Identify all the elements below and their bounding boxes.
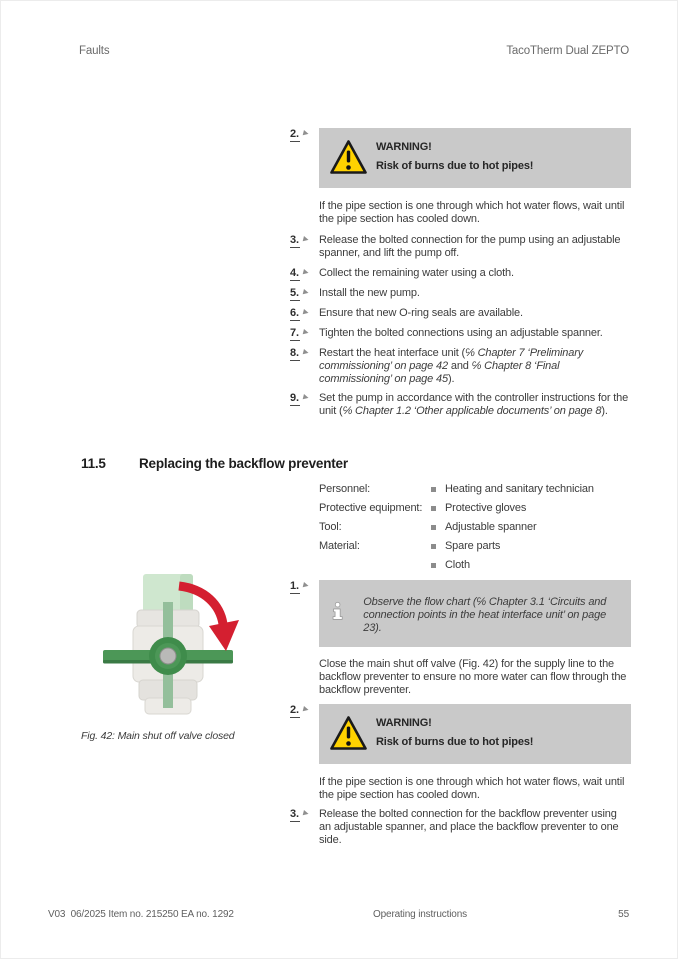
page-content	[1, 128, 678, 847]
header-section-label: Faults	[79, 45, 110, 57]
step-number	[290, 307, 319, 321]
step-arrow-icon: ▶	[302, 129, 309, 138]
backflow-procedure	[1, 580, 678, 847]
warning-text	[376, 714, 533, 749]
step-5-pump	[290, 287, 631, 301]
requirement-row	[319, 518, 678, 537]
warning-box	[319, 128, 631, 188]
step-arrow-icon: ▶	[302, 328, 309, 337]
requirement-value: Protective gloves	[445, 502, 527, 514]
requirement-row	[319, 499, 678, 518]
step-3-backflow	[290, 808, 631, 847]
step-number-label: 1.	[290, 580, 299, 592]
step-number	[290, 580, 319, 697]
figure-42	[93, 572, 253, 727]
warning-note: If the pipe section is one through which hot water flows, wait until the pipe section has cooled down.	[319, 776, 625, 801]
warning-note: If the pipe section is one through which hot water flows, wait until the pipe section has cooled down.	[319, 200, 625, 225]
header-product-label: TacoTherm Dual ZEPTO	[506, 45, 629, 57]
requirement-value: Adjustable spanner	[445, 521, 537, 533]
step-number-label: 3.	[290, 808, 299, 820]
step-number	[290, 287, 319, 301]
step-number-label: 9.	[290, 392, 299, 404]
step-arrow-icon: ▶	[302, 809, 309, 818]
section-title: Replacing the backflow preventer	[139, 456, 348, 471]
step-arrow-icon: ▶	[302, 393, 309, 402]
requirement-label: Tool:	[319, 521, 342, 533]
step-1-backflow	[290, 580, 631, 697]
step-number-label: 7.	[290, 327, 299, 339]
bullet-square-icon	[431, 544, 436, 549]
step-number	[290, 347, 319, 386]
step-number-label: 6.	[290, 307, 299, 319]
requirement-item	[431, 537, 500, 556]
requirement-item	[431, 480, 594, 499]
step-2-backflow	[290, 704, 631, 802]
info-text: Observe the flow chart (℅ Chapter 3.1 ‘Circuits and connection points in the heat interface unit’ on page 23).	[363, 596, 607, 634]
step-2-pump	[290, 128, 631, 226]
section-number: 11.5	[81, 456, 106, 471]
step-7-pump	[290, 327, 631, 341]
step-3-pump	[290, 234, 631, 260]
requirement-item	[431, 518, 536, 537]
step-number-label: 5.	[290, 287, 299, 299]
step-number	[290, 327, 319, 341]
step-text: Ensure that new O-ring seals are available.	[319, 307, 523, 319]
footer-page-number: 55	[618, 909, 629, 920]
step-number-label: 4.	[290, 267, 299, 279]
warning-triangle-icon	[328, 714, 369, 752]
warning-text	[376, 138, 533, 173]
step-number-label: 2.	[290, 704, 299, 716]
step-content	[319, 128, 631, 226]
footer-doc-type-label: Operating instructions	[373, 909, 467, 920]
requirement-value: Cloth	[445, 559, 470, 571]
step-arrow-icon: ▶	[302, 288, 309, 297]
step-arrow-icon: ▶	[302, 705, 309, 714]
requirement-value: Spare parts	[445, 540, 501, 552]
step-content	[319, 580, 631, 697]
step-text: Set the pump in accordance with the controller instructions for the unit (℅ Chapter 1.2 ‘Other applicable documents’ on page 8).	[319, 392, 629, 417]
step-arrow-icon: ▶	[302, 581, 309, 590]
bullet-square-icon	[431, 525, 436, 530]
warning-message: Risk of burns due to hot pipes!	[376, 160, 534, 172]
step-text: Restart the heat interface unit (℅ Chapter 7 ‘Preliminary commissioning’ on page 42 and ℅ Chapter 8 ‘Final commissioning’ on page 45).	[319, 347, 584, 385]
requirement-row	[319, 537, 678, 575]
step-arrow-icon: ▶	[302, 268, 309, 277]
step-8-pump	[290, 347, 631, 386]
warning-title: WARNING!	[376, 717, 432, 729]
step-arrow-icon: ▶	[302, 348, 309, 357]
requirement-value: Heating and sanitary technician	[445, 483, 594, 495]
warning-message: Risk of burns due to hot pipes!	[376, 736, 534, 748]
info-icon	[331, 592, 344, 630]
bullet-square-icon	[431, 506, 436, 511]
step-number-label: 2.	[290, 128, 299, 140]
figure-caption: Fig. 42: Main shut off valve closed	[81, 730, 235, 742]
bullet-square-icon	[431, 563, 436, 568]
step-number-label: 8.	[290, 347, 299, 359]
step-content	[319, 704, 631, 802]
page-footer	[48, 909, 629, 920]
requirement-label: Material:	[319, 540, 360, 552]
requirements-table	[319, 480, 678, 575]
step-text: Install the new pump.	[319, 287, 420, 299]
bullet-square-icon	[431, 487, 436, 492]
section-heading	[81, 456, 678, 471]
step-arrow-icon: ▶	[302, 308, 309, 317]
warning-triangle-icon	[328, 138, 369, 176]
step-text: Tighten the bolted connections using an adjustable spanner.	[319, 327, 603, 339]
step-number	[290, 392, 319, 418]
page-header	[79, 45, 629, 57]
step-9-pump	[290, 392, 631, 418]
step-number	[290, 234, 319, 260]
step-number	[290, 808, 319, 847]
step-6-pump	[290, 307, 631, 321]
info-box	[319, 580, 631, 647]
warning-box	[319, 704, 631, 764]
step-4-pump	[290, 267, 631, 281]
requirement-item	[431, 499, 526, 518]
warning-title: WARNING!	[376, 141, 432, 153]
requirement-row	[319, 480, 678, 499]
step-number	[290, 128, 319, 226]
step-number	[290, 267, 319, 281]
requirement-label: Personnel:	[319, 483, 371, 495]
requirement-label: Protective equipment:	[319, 502, 423, 514]
requirement-item	[431, 556, 500, 575]
footer-version-label: V03 06/2025 Item no. 215250 EA no. 1292	[48, 909, 234, 920]
step-number-label: 3.	[290, 234, 299, 246]
valve-illustration	[93, 572, 253, 722]
step-text: Release the bolted connection for the pump using an adjustable spanner, and lift the pump off.	[319, 234, 621, 259]
step-text: Release the bolted connection for the backflow preventer using an adjustable spanner, and place the backflow preventer to one side.	[319, 808, 619, 846]
step-arrow-icon: ▶	[302, 235, 309, 244]
step-number	[290, 704, 319, 802]
step-text: Collect the remaining water using a cloth.	[319, 267, 514, 279]
body-paragraph: Close the main shut off valve (Fig. 42) for the supply line to the backflow preventer to ensure no more water can flow through the backflow preventer.	[319, 658, 627, 696]
